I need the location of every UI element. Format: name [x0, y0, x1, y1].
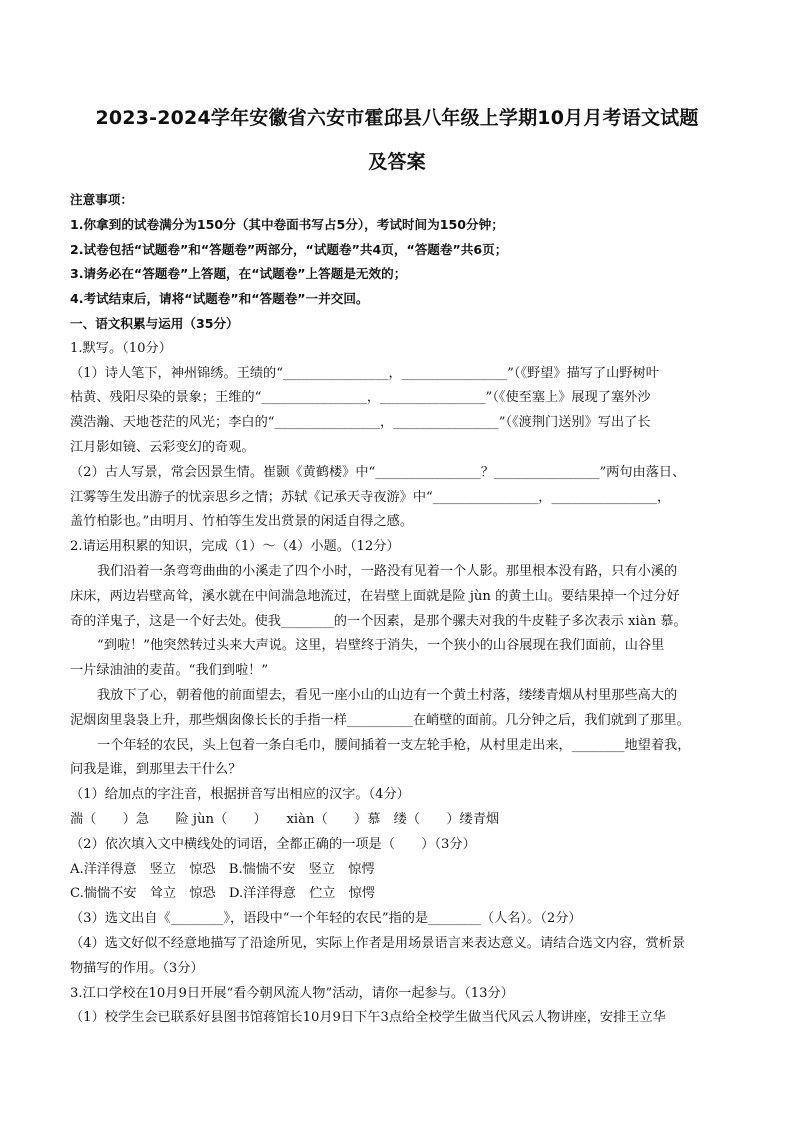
text-line: 漠浩瀚、天地苍茫的风光；李白的“________________，________________”（《渡荆门送别》写出了长 — [70, 415, 651, 431]
notice-item: 1.你拿到的试卷满分为150分（其中卷面书写占5分），考试时间为150分钟； — [70, 216, 504, 232]
option-line: A.洋洋得意 竖立 惊恐 B.惴惴不安 竖立 惊愕 — [70, 861, 375, 877]
text-line: （1）诗人笔下，神州锦绣。王绩的“________________，________________”（《野望》描写了山野树叶 — [70, 365, 659, 381]
text-line: 江雾等生发出游子的忧亲思乡之情；苏轼《记承天寺夜游》中“________________，________________， — [70, 489, 671, 505]
exam-title — [70, 96, 724, 184]
sub-question: （1）给加点的字注音，根据拼音写出相应的汉字。（4分） — [70, 787, 410, 803]
question-2-heading: 2.请运用积累的知识，完成（1）～（4）小题。（12分） — [70, 539, 400, 555]
notice-item: 4.考试结束后，请将“试题卷”和“答题卷”一并交回。 — [70, 291, 369, 307]
text-line: 枯黄、残阳尽染的景象；王维的“________________，________________”（《使至塞上》展现了塞外沙 — [70, 390, 651, 406]
passage-line: 一个年轻的农民，头上包着一条白毛巾，腰间插着一支左轮手枪，从村里走出来，________地望着我， — [97, 737, 691, 753]
sub-question-line: 湍（ ）急 险 jùn（ ） xiàn（ ）慕 缕（ ）缕青烟 — [70, 811, 500, 827]
option-line: C.惴惴不安 耸立 惊恐 D.洋洋得意 伫立 惊愕 — [70, 886, 376, 902]
passage-line: 床床，两边岩壁高耸，溪水就在中间湍急地流过，在岩壁上面就是险 jùn 的黄土山。要结果掉一个过分好 — [70, 588, 680, 604]
text-line: （2）古人写景，常会因景生情。崔颢《黄鹤楼》中“________________？________________”两句由落日、 — [70, 464, 686, 480]
passage-line: 奇的洋鬼子，这是一个好去处。使我________的一个因素，是那个骡夫对我的牛皮鞋子多次表示 xiàn 慕。 — [70, 613, 687, 629]
passage-line: 泥烟囱里袅袅上升，那些烟囱像长长的手指一样__________在峭壁的面前。几分钟之后，我们就到了那里。 — [70, 712, 690, 728]
question-1-heading: 1.默写。（10分） — [70, 340, 172, 356]
sub-question: （2）依次填入文中横线处的词语，全都正确的一项是（ ）（3分） — [70, 836, 476, 852]
exam-page — [70, 96, 724, 1031]
title-line-2: 及答案 — [368, 151, 426, 173]
question-3-heading: 3.江口学校在10月9日开展“看今朝风流人物”活动，请你一起参与。（13分） — [70, 985, 514, 1001]
text-line: 江月影如镜、云彩变幻的奇观。 — [70, 439, 255, 455]
sub-question-line: 物描写的作用。（3分） — [70, 960, 204, 976]
title-line-1: 2023-2024学年安徽省六安市霍邱县八年级上学期10月月考语文试题 — [95, 107, 699, 129]
notice-item: 2.试卷包括“试题卷”和“答题卷”两部分，“试题卷”共4页，“答题卷”共6页； — [70, 241, 508, 257]
passage-line: 问我是谁，到那里去干什么？ — [70, 762, 242, 778]
passage-line: 我们沿着一条弯弯曲曲的小溪走了四个小时，一路没有见着一个人影。那里根本没有路，只有小溪的 — [97, 563, 678, 579]
text-line: 盖竹柏影也。”由明月、竹柏等生发出赏景的闲适自得之感。 — [70, 514, 414, 530]
notice-heading: 注意事项： — [70, 192, 133, 207]
sub-question: （1）校学生会已联系好县图书馆蒋馆长10月9日下午3点给全校学生做当代风云人物讲座，安排王立华 — [70, 1010, 666, 1026]
sub-question: （3）选文出自《________》，语段中“一个年轻的农民”指的是________（人名）。（2分） — [70, 911, 582, 927]
passage-line: 一片绿油油的麦苗。“我们到啦！” — [70, 663, 269, 679]
section-heading: 一、语文积累与运用（35分） — [70, 315, 239, 331]
notice-item: 3.请务必在“答题卷”上答题，在“试题卷”上答题是无效的； — [70, 266, 407, 282]
passage-line: 我放下了心，朝着他的前面望去，看见一座小山的山边有一个黄土村落，缕缕青烟从村里那些高大的 — [97, 687, 678, 703]
passage-line: “到啦！”他突然转过头来大声说。这里，岩壁终于消失，一个狭小的山谷展现在我们面前，山谷里 — [97, 638, 665, 654]
sub-question: （4）选文好似不经意地描写了沿途所见，实际上作者是用场景语言来表达意义。请结合选文内容，赏析景 — [70, 935, 686, 951]
